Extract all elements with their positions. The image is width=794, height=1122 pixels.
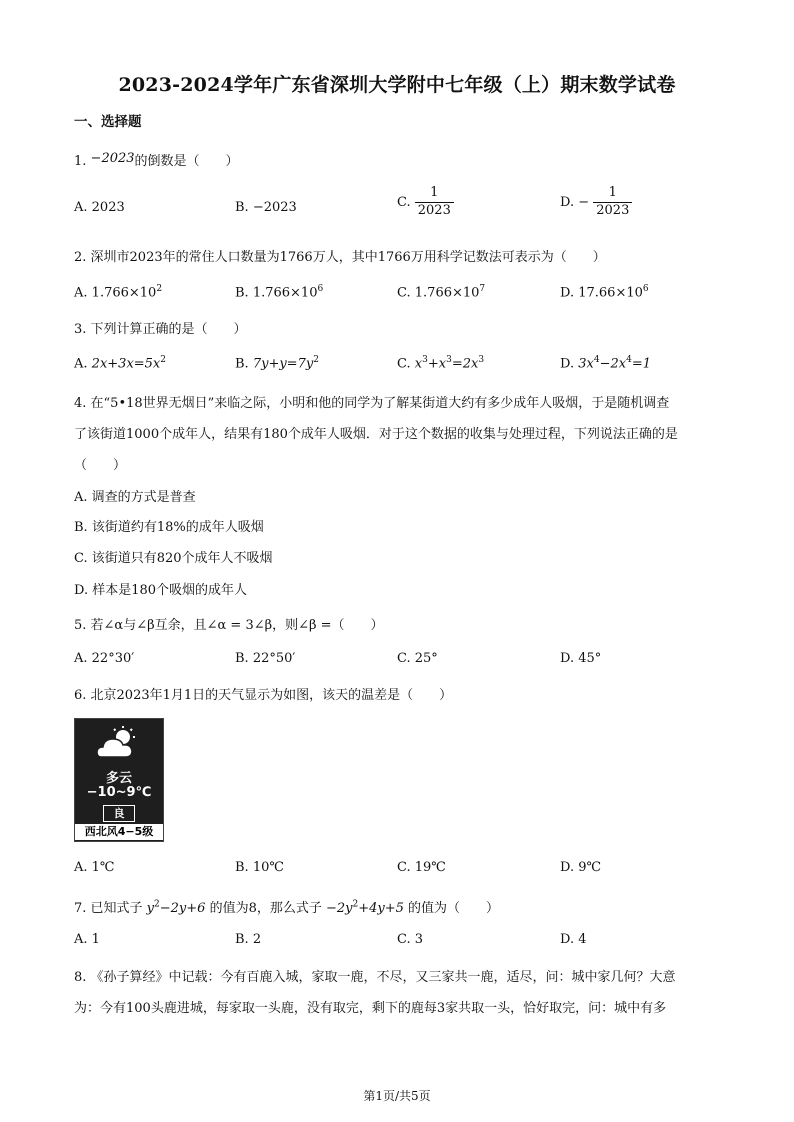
question-2-option-c[interactable]: C. $1.766\times 10^7$	[397, 284, 486, 301]
question-5-option-c[interactable]: C. 25°	[397, 651, 438, 666]
cloud-sun-icon	[95, 725, 139, 763]
question-4-option-c[interactable]: C. 该街道只有820个成年人不吸烟	[74, 551, 273, 566]
air-quality-badge: 良	[103, 805, 135, 822]
weather-description: 多云	[105, 771, 132, 786]
question-3-option-a[interactable]: A. $2x+3x=5x^2$	[74, 355, 166, 372]
weather-wind: 西北风4−5级	[75, 824, 163, 840]
question-6-option-a[interactable]: A. 1℃	[74, 860, 115, 875]
question-7-option-c[interactable]: C. 3	[397, 932, 424, 947]
question-2-option-d[interactable]: D. $17.66\times 10^6$	[560, 284, 649, 301]
question-6-option-c[interactable]: C. 19℃	[397, 860, 446, 875]
fraction: $\frac{1}{2023}$	[415, 186, 454, 219]
question-4-option-d[interactable]: D. 样本是180个吸烟的成年人	[74, 583, 248, 598]
question-1-option-c[interactable]: C. $\frac{1}{2023}$	[397, 186, 454, 219]
page-footer: 第1页/共5页	[363, 1089, 431, 1103]
question-5-stem: 5. 若∠α与∠β互余，且∠α = 3∠β，则∠β =（ ）	[74, 618, 384, 633]
weather-widget-image	[74, 718, 164, 842]
question-3-option-b[interactable]: B. $7y+y=7y^2$	[235, 355, 319, 372]
question-7-stem: 7. 已知式子 $y^2-2y+6$ 的值为8，那么式子 $-2y^2+4y+5$ 的值为（ ）	[74, 899, 500, 916]
fraction: $\frac{1}{2023}$	[593, 186, 632, 219]
question-3-option-d[interactable]: D. $3x^4-2x^4=1$	[560, 355, 651, 372]
question-2-stem: 2. 深圳市2023年的常住人口数量为1766万人，其中1766万用科学记数法可表示为（ ）	[74, 250, 606, 265]
question-1-option-b[interactable]: B. −2023	[235, 200, 297, 215]
section-heading: 一、选择题	[74, 114, 142, 130]
question-3-stem: 3. 下列计算正确的是（ ）	[74, 322, 247, 337]
question-6-option-b[interactable]: B. 10℃	[235, 860, 284, 875]
question-8-stem-line-1: 8. 《孙子算经》中记载：今有百鹿入城，家取一鹿，不尽，又三家共一鹿，适尽，问：城中家几何？大意	[74, 970, 676, 985]
question-4-option-b[interactable]: B. 该街道约有18%的成年人吸烟	[74, 520, 264, 535]
question-1-option-a[interactable]: A. 2023	[74, 200, 125, 215]
question-1-option-d[interactable]: D. − $\frac{1}{2023}$	[560, 186, 632, 219]
question-4-stem-line-3: （ ）	[74, 458, 127, 473]
question-4-stem-line-2: 了该街道1000个成年人，结果有180个成年人吸烟．对于这个数据的收集与处理过程，下列说法正确的是	[74, 427, 678, 442]
question-5-option-d[interactable]: D. 45°	[560, 651, 602, 666]
question-6-stem: 6. 北京2023年1月1日的天气显示为如图，该天的温差是（ ）	[74, 688, 453, 703]
question-2-option-b[interactable]: B. $1.766\times 10^6$	[235, 284, 324, 301]
question-3-option-c[interactable]: C. $x^3+x^3=2x^3$	[397, 355, 485, 372]
question-5-option-b[interactable]: B. 22°50′	[235, 651, 296, 666]
question-6-option-d[interactable]: D. 9℃	[560, 860, 602, 875]
page-title: 2023-2024学年广东省深圳大学附中七年级（上）期末数学试卷	[118, 74, 676, 96]
question-2-option-a[interactable]: A. $1.766\times 10^2$	[74, 284, 163, 301]
question-5-option-a[interactable]: A. 22°30′	[74, 651, 135, 666]
question-7-option-a[interactable]: A. 1	[74, 932, 100, 947]
question-8-stem-line-2: 为：今有100头鹿进城，每家取一头鹿，没有取完，剩下的鹿每3家共取一头，恰好取完，问：城中有多	[74, 1001, 667, 1016]
question-7-option-d[interactable]: D. 4	[560, 932, 587, 947]
question-4-stem-line-1: 4. 在“5•18世界无烟日”来临之际，小明和他的同学为了解某街道大约有多少成年人吸烟，于是随机调查	[74, 396, 670, 411]
question-7-option-b[interactable]: B. 2	[235, 932, 262, 947]
weather-temperature: −10~9℃	[86, 785, 152, 800]
question-1-stem: 1. −2023的倒数是（ ）	[74, 151, 239, 169]
question-4-option-a[interactable]: A. 调查的方式是普查	[74, 490, 196, 505]
